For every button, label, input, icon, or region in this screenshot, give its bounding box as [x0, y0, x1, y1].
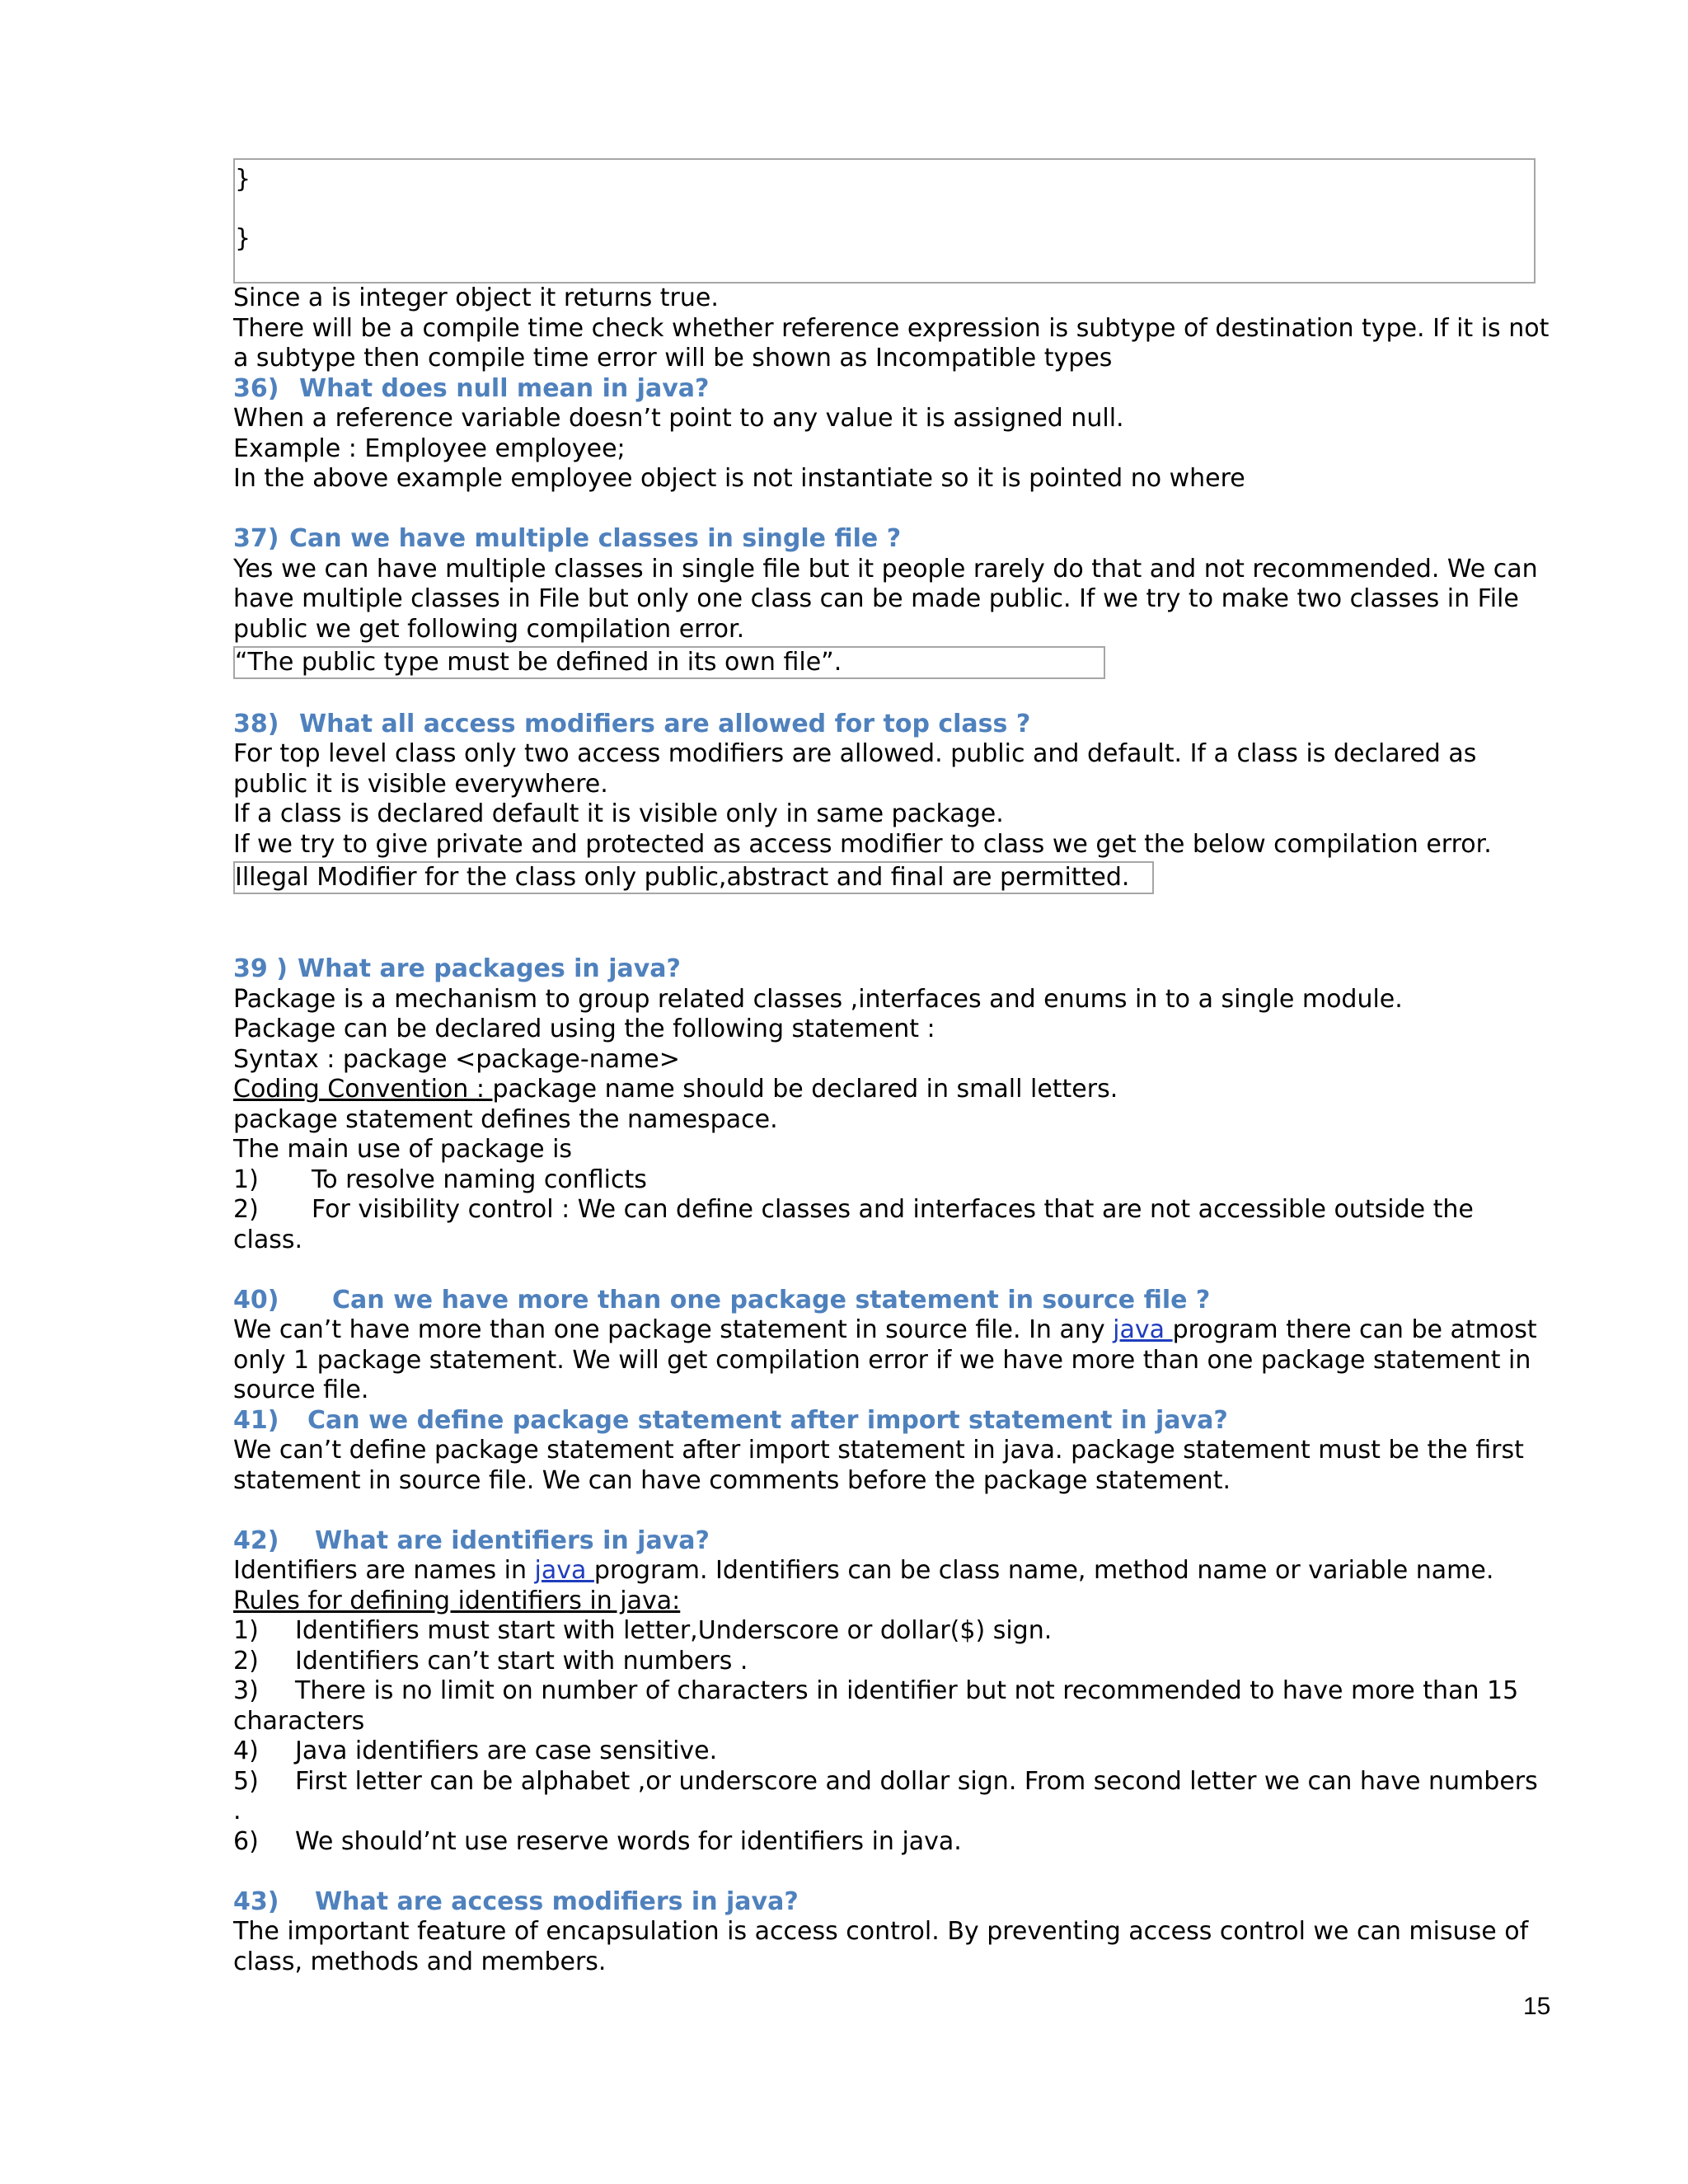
list-number: 6)	[233, 1826, 259, 1856]
list-number: 5)	[233, 1766, 259, 1796]
list-text: First letter can be alphabet ,or underscore and dollar sign. From second letter we can have numbers	[295, 1766, 1538, 1796]
page-number: 15	[1523, 1993, 1551, 2020]
paragraph: We can’t define package statement after import statement in java. package statement must be the first statement in source file. We can have comments before the package statement.	[233, 1436, 1524, 1495]
question-title: What are access modifiers in java?	[315, 1886, 799, 1916]
spacer	[233, 494, 1552, 525]
spacer	[233, 679, 1552, 710]
question-heading-41	[233, 1406, 1552, 1436]
question-heading-40	[233, 1286, 1552, 1316]
error-message-box: “The public type must be defined in its own file”.	[233, 646, 1105, 679]
list-text: We should’nt use reserve words for identifiers in java.	[295, 1826, 962, 1856]
question-title: Can we have multiple classes in single file ?	[289, 524, 902, 553]
paragraph: The important feature of encapsulation is access control. By preventing access control we can misuse of class, methods and members.	[233, 1917, 1529, 1976]
paragraph: Example : Employee employee;	[233, 434, 626, 463]
question-heading-42	[233, 1526, 1552, 1557]
text-run: We can’t have more than one package statement in source file. In any	[233, 1315, 1114, 1344]
paragraph: For top level class only two access modifiers are allowed. public and default. If a class is declared as public it is visible everywhere.	[233, 739, 1477, 799]
list-item	[233, 1165, 1552, 1196]
list-item	[233, 1616, 1552, 1647]
list-number: 1)	[233, 1165, 259, 1194]
question-number: 38)	[233, 709, 279, 738]
code-box	[233, 158, 1536, 284]
question-title: What are identifiers in java?	[315, 1526, 710, 1555]
paragraph: In the above example employee object is not instantiate so it is pointed no where	[233, 464, 1245, 493]
question-heading-36	[233, 374, 1552, 405]
question-heading-37	[233, 524, 1552, 555]
paragraph: The main use of package is	[233, 1135, 573, 1164]
paragraph	[233, 1556, 1552, 1586]
paragraph: If we try to give private and protected as access modifier to class we get the below compilation error.	[233, 829, 1492, 859]
list-text: Identifiers must start with letter,Underscore or dollar($) sign.	[295, 1616, 1053, 1645]
text-run: Identifiers are names in	[233, 1556, 535, 1585]
list-number: 4)	[233, 1736, 259, 1765]
list-text: To resolve naming conflicts	[312, 1165, 647, 1194]
spacer	[233, 1255, 1552, 1286]
question-number: 40)	[233, 1285, 279, 1315]
spacer	[233, 1857, 1552, 1887]
list-text: Identifiers can’t start with numbers .	[295, 1646, 748, 1675]
question-number: 36)	[233, 373, 279, 403]
list-number: 1)	[233, 1616, 259, 1645]
spacer	[233, 894, 1552, 954]
code-line: }	[235, 165, 251, 194]
list-text: Java identifiers are case sensitive.	[295, 1736, 718, 1765]
paragraph: package statement defines the namespace.	[233, 1104, 778, 1134]
paragraph: When a reference variable doesn’t point to any value it is assigned null.	[233, 404, 1124, 433]
list-text: For visibility control : We can define classes and interfaces that are not accessible outside the	[312, 1195, 1474, 1224]
paragraph: Yes we can have multiple classes in single file but it people rarely do that and not recommended. We can have multiple classes in File but only one class can be made public. If we try to make two classes in File public we get following compilation error.	[233, 554, 1538, 644]
list-continuation: characters	[233, 1706, 365, 1736]
list-continuation: class.	[233, 1225, 303, 1254]
spacer	[233, 1496, 1552, 1526]
text-run: program there can be atmost only 1 package statement. We will get compilation error if we have more than one package statement in source file.	[233, 1315, 1537, 1404]
list-number: 2)	[233, 1646, 259, 1675]
question-title: What does null mean in java?	[299, 373, 710, 403]
list-text: There is no limit on number of characters in identifier but not recommended to have more than 15	[295, 1676, 1519, 1705]
question-number: 42)	[233, 1526, 279, 1555]
paragraph: Package can be declared using the following statement :	[233, 1015, 935, 1043]
paragraph	[233, 1315, 1552, 1406]
paragraph: If a class is declared default it is visible only in same package.	[233, 799, 1004, 828]
list-number: 3)	[233, 1676, 259, 1705]
question-number: 39 )	[233, 954, 288, 983]
question-heading-38	[233, 710, 1552, 740]
question-number: 41)	[233, 1405, 279, 1435]
paragraph: Since a is integer object it returns true.	[233, 284, 719, 312]
coding-convention	[233, 1075, 1552, 1105]
question-title: What all access modifiers are allowed for top class ?	[299, 709, 1031, 738]
question-title: What are packages in java?	[298, 954, 681, 983]
list-item	[233, 1827, 1552, 1858]
list-item	[233, 1736, 1552, 1767]
list-continuation: .	[233, 1797, 241, 1825]
java-link[interactable]: java	[1113, 1315, 1173, 1344]
paragraph: Syntax : package <package-name>	[233, 1044, 680, 1074]
list-item	[233, 1195, 1552, 1226]
convention-label: Coding Convention :	[233, 1075, 493, 1104]
list-number: 2)	[233, 1195, 259, 1224]
java-link[interactable]: java	[534, 1556, 594, 1585]
question-title: Can we define package statement after import statement in java?	[307, 1405, 1228, 1435]
question-title: Can we have more than one package statement in source file ?	[332, 1285, 1211, 1315]
paragraph: There will be a compile time check whether reference expression is subtype of destination type. If it is not a subtype then compile time error will be shown as Incompatible types	[233, 313, 1550, 373]
rules-label: Rules for defining identifiers in java:	[233, 1586, 681, 1615]
list-item	[233, 1767, 1552, 1797]
text-run: program. Identifiers can be class name, method name or variable name.	[593, 1556, 1494, 1585]
list-item	[233, 1647, 1552, 1677]
list-item	[233, 1676, 1552, 1707]
question-number: 43)	[233, 1886, 279, 1916]
paragraph: Package is a mechanism to group related classes ,interfaces and enums in to a single module.	[233, 984, 1403, 1014]
question-heading-43	[233, 1887, 1552, 1918]
question-number: 37)	[233, 524, 279, 553]
error-message-box: Illegal Modifier for the class only public,abstract and final are permitted.	[233, 861, 1154, 894]
convention-text: package name should be declared in small letters.	[492, 1075, 1118, 1104]
question-heading-39	[233, 954, 1552, 985]
code-line: }	[235, 224, 251, 253]
page-content	[233, 158, 1552, 1977]
